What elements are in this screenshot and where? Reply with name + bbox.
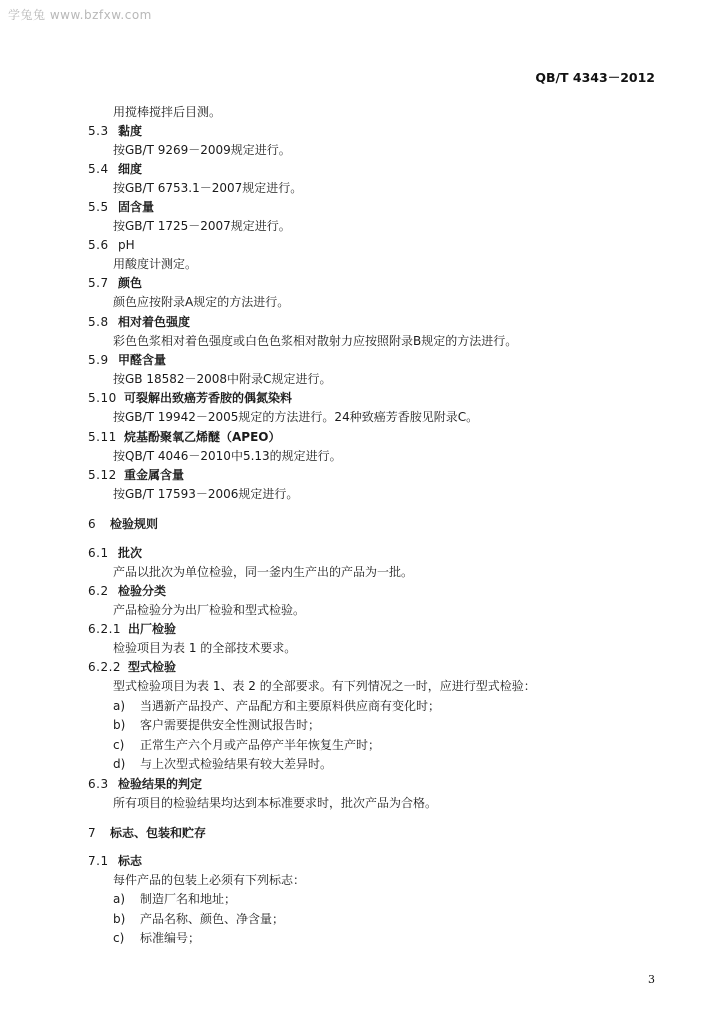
page-number: 3 (648, 973, 655, 986)
paragraph-text: 按GB 18582－2008中附录C规定进行。 (113, 372, 332, 386)
paragraph-text: 产品以批次为单位检验，同一釜内生产出的产品为一批。 (113, 565, 414, 579)
section-number: 5.8 (88, 315, 109, 329)
paragraph-text: 颜色应按附录A规定的方法进行。 (113, 295, 290, 309)
paragraph-text: 按GB/T 1725－2007规定进行。 (113, 219, 291, 233)
section-number: 7.1 (88, 854, 109, 868)
section-number: 5.5 (88, 200, 109, 214)
paragraph-text: 按GB/T 6753.1－2007规定进行。 (113, 181, 303, 195)
paragraph-text: 用酸度计测定。 (113, 257, 198, 271)
section-title: 批次 (118, 546, 143, 560)
paragraph-text: 产品检验分为出厂检验和型式检验。 (113, 603, 306, 617)
list-marker: d) (113, 757, 126, 771)
section-title: 可裂解出致癌芳香胺的偶氮染料 (124, 391, 293, 405)
section-title: 相对着色强度 (118, 315, 191, 329)
section-number: 5.7 (88, 276, 109, 290)
section-title: 检验分类 (118, 584, 167, 598)
section-title: 固含量 (118, 200, 155, 214)
section-number: 5.11 (88, 430, 117, 444)
paragraph-text: 按QB/T 4046－2010中5.13的规定进行。 (113, 449, 342, 463)
paragraph-text: 彩色色浆相对着色强度或白色色浆相对散射力应按照附录B规定的方法进行。 (113, 334, 518, 348)
section-number: 6.2 (88, 584, 109, 598)
paragraph-text: 每件产品的包装上必须有下列标志： (113, 873, 306, 887)
section-title: 细度 (118, 162, 143, 176)
section-number: 5.10 (88, 391, 117, 405)
paragraph-text: 按GB/T 9269－2009规定进行。 (113, 143, 291, 157)
chapter-number: 6 (88, 517, 97, 531)
section-title: 标志 (118, 854, 143, 868)
section-number: 5.12 (88, 468, 117, 482)
section-title: 颜色 (118, 276, 143, 290)
chapter-number: 7 (88, 826, 97, 840)
list-marker: b) (113, 912, 126, 926)
list-marker: a) (113, 699, 126, 713)
paragraph-text: 按GB/T 19942－2005规定的方法进行。24种致癌芳香胺见附录C。 (113, 410, 479, 424)
section-title: 重金属含量 (124, 468, 185, 482)
section-title: 烷基酚聚氧乙烯醚（APEO） (124, 430, 281, 444)
paragraph-text: 型式检验项目为表 1、表 2 的全部要求。有下列情况之一时，应进行型式检验： (113, 679, 536, 693)
list-marker: b) (113, 718, 126, 732)
paragraph-text: 按GB/T 17593－2006规定进行。 (113, 487, 299, 501)
section-number: 5.4 (88, 162, 109, 176)
section-title: 检验结果的判定 (118, 777, 203, 791)
paragraph-text: 用搅棒搅拌后目测。 (113, 105, 222, 119)
list-item-text: 当遇新产品投产、产品配方和主要原料供应商有变化时； (140, 699, 441, 713)
list-item-text: 正常生产六个月或产品停产半年恢复生产时； (140, 738, 381, 752)
list-item-text: 客户需要提供安全性测试报告时； (140, 718, 321, 732)
list-marker: a) (113, 892, 126, 906)
list-marker: c) (113, 931, 125, 945)
section-title: 出厂检验 (128, 622, 177, 636)
list-item-text: 与上次型式检验结果有较大差异时。 (140, 757, 333, 771)
section-title: pH (118, 238, 135, 252)
watermark-text: 学兔兔 www.bzfxw.com (8, 8, 152, 22)
section-title: 甲醛含量 (118, 353, 167, 367)
section-number: 5.3 (88, 124, 109, 138)
list-item-text: 产品名称、颜色、净含量； (140, 912, 285, 926)
chapter-title: 标志、包装和贮存 (110, 826, 207, 840)
section-title: 型式检验 (128, 660, 177, 674)
section-number: 5.6 (88, 238, 109, 252)
section-title: 黏度 (118, 124, 143, 138)
section-number: 6.1 (88, 546, 109, 560)
list-item-text: 标准编号； (140, 931, 201, 945)
section-number: 6.2.2 (88, 660, 122, 674)
paragraph-text: 检验项目为表 1 的全部技术要求。 (113, 641, 297, 655)
chapter-title: 检验规则 (110, 517, 159, 531)
list-item-text: 制造厂名和地址； (140, 892, 237, 906)
list-marker: c) (113, 738, 125, 752)
standard-code: QB/T 4343－2012 (535, 70, 655, 85)
section-number: 6.2.1 (88, 622, 122, 636)
section-number: 5.9 (88, 353, 109, 367)
section-number: 6.3 (88, 777, 109, 791)
paragraph-text: 所有项目的检验结果均达到本标准要求时，批次产品为合格。 (113, 796, 438, 810)
